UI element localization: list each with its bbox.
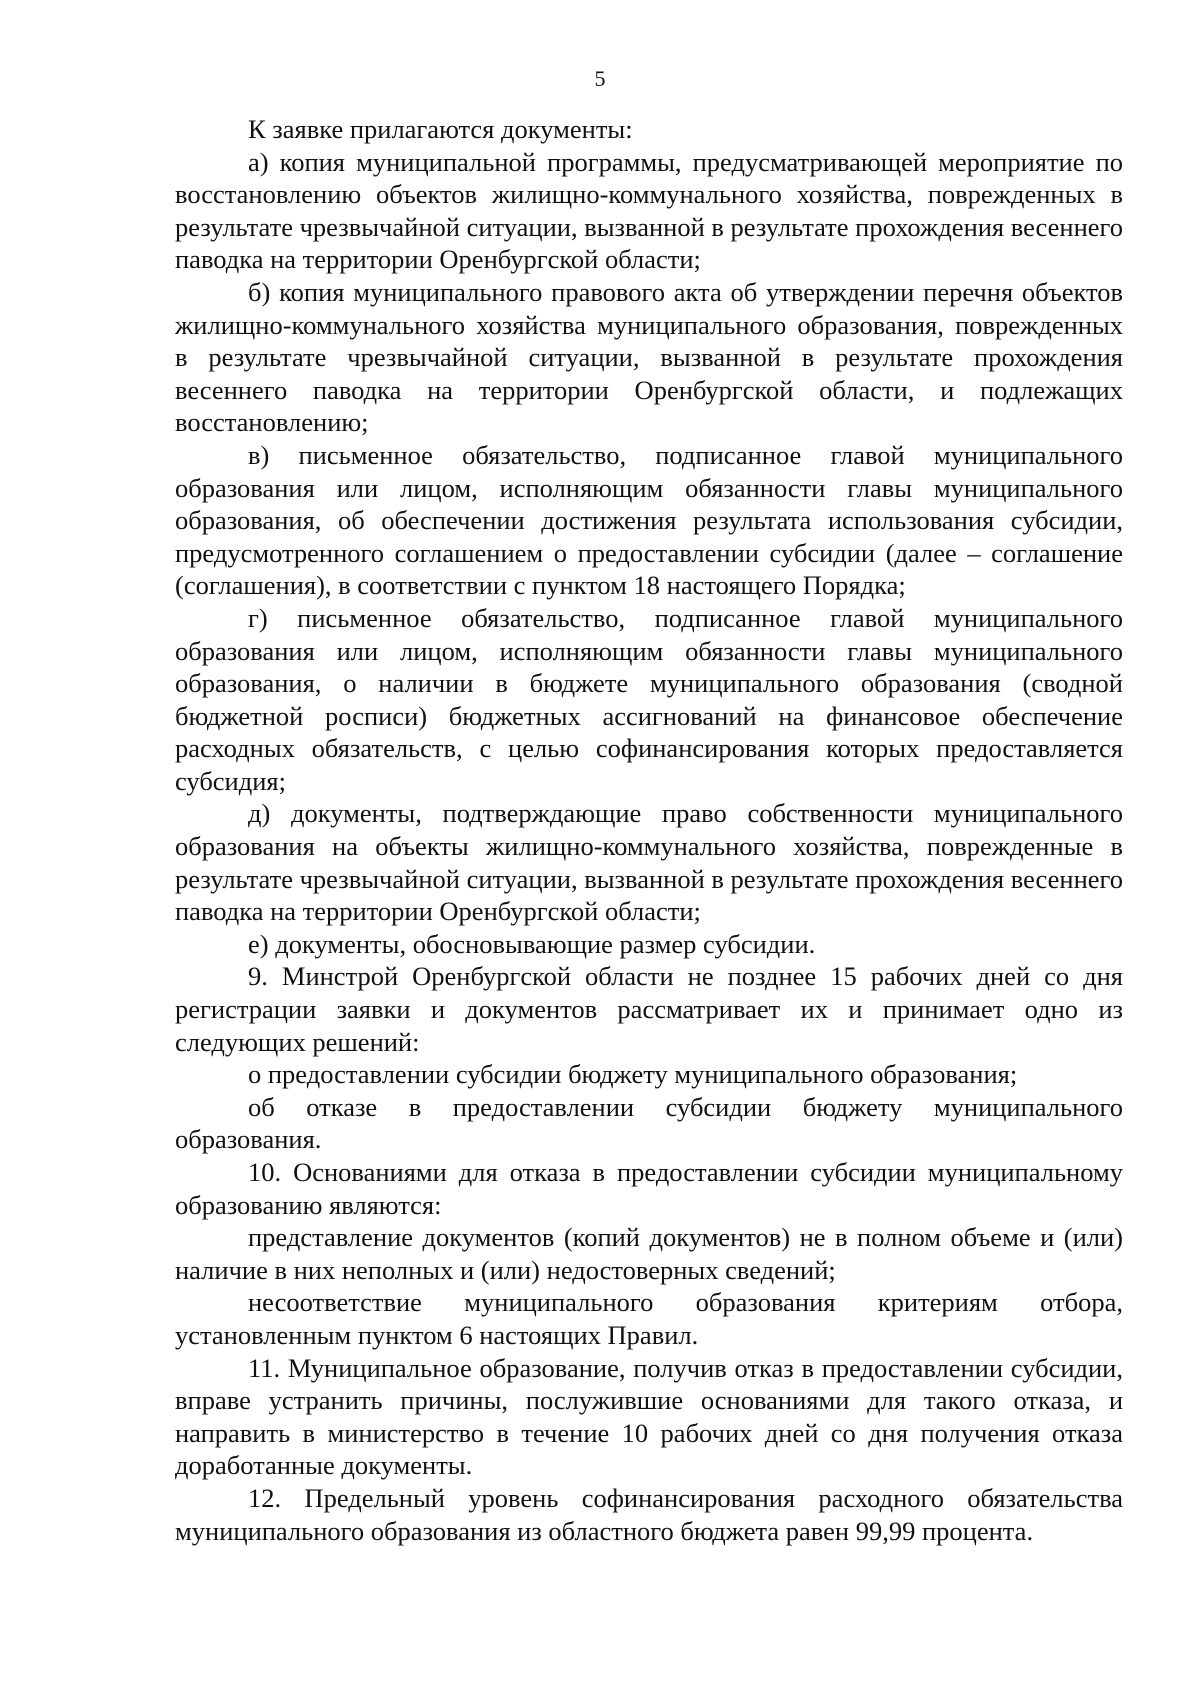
paragraph-item-d: д) документы, подтверждающие право собственности муниципального образования на объекты жилищно-коммунального хозяйства, поврежденные в результате чрезвычайной ситуации, вызванной в результате прохождения весеннего паводка на территории Оренбургской области; (175, 798, 1123, 927)
paragraph-clause-11: 11. Муниципальное образование, получив отказ в предоставлении субсидии, вправе устранить причины, послужившие основаниями для такого отказа, и направить в министерство в течение 10 рабочих дней со дня получения отказа доработанные документы. (175, 1352, 1123, 1481)
paragraph-item-g: г) письменное обязательство, подписанное главой муниципального образования или лицом, исполняющим обязанности главы муниципального образования, о наличии в бюджете муниципального образования (сводной бюджетной росписи) бюджетных ассигнований на финансовое обеспечение расходных обязательств, с целью софинансирования которых предоставляется субсидия; (175, 602, 1123, 796)
paragraph-item-a: а) копия муниципальной программы, предусматривающей мероприятие по восстановлению объектов жилищно-коммунального хозяйства, поврежденных в результате чрезвычайной ситуации, вызванной в результате прохождения весеннего паводка на территории Оренбургской области; (175, 146, 1123, 275)
paragraph-decision-refuse: об отказе в предоставлении субсидии бюджету муниципального образования. (175, 1091, 1123, 1155)
paragraph-item-e: е) документы, обосновывающие размер субсидии. (248, 928, 816, 959)
document-body (175, 113, 1123, 1547)
paragraph-refusal-reason-1: представление документов (копий документов) не в полном объеме и (или) наличие в них неполных и (или) недостоверных сведений; (175, 1222, 1123, 1285)
paragraph-item-v: в) письменное обязательство, подписанное главой муниципального образования или лицом, исполняющим обязанности главы муниципального образования, об обеспечении достижения результата использования субсидии, предусмотренного соглашением о предоставлении субсидии (далее – соглашение (соглашения), в соответствии с пунктом 18 настоящего Порядка; (175, 439, 1123, 601)
paragraph-attachments-intro: К заявке прилагаются документы: (248, 114, 633, 144)
paragraph-clause-12: 12. Предельный уровень софинансирования расходного обязательства муниципального образования из областного бюджета равен 99,99 процента. (175, 1482, 1123, 1546)
paragraph-clause-10: 10. Основаниями для отказа в предоставлении субсидии муниципальному образованию являются: (175, 1157, 1123, 1220)
paragraph-item-b: б) копия муниципального правового акта об утверждении перечня объектов жилищно-коммунального хозяйства муниципального образования, поврежденных в результате чрезвычайной ситуации, вызванной в результате прохождения весеннего паводка на территории Оренбургской области, и подлежащих восстановлению; (175, 276, 1123, 438)
paragraph-refusal-reason-2: несоответствие муниципального образования критериям отбора, установленным пунктом 6 настоящих Правил. (175, 1287, 1123, 1350)
paragraph-decision-grant: о предоставлении субсидии бюджету муниципального образования; (248, 1059, 1018, 1090)
page-number: 5 (594, 66, 606, 91)
paragraph-clause-9: 9. Минстрой Оренбургской области не позднее 15 рабочих дней со дня регистрации заявки и документов рассматривает их и принимает одно из следующих решений: (175, 961, 1123, 1057)
